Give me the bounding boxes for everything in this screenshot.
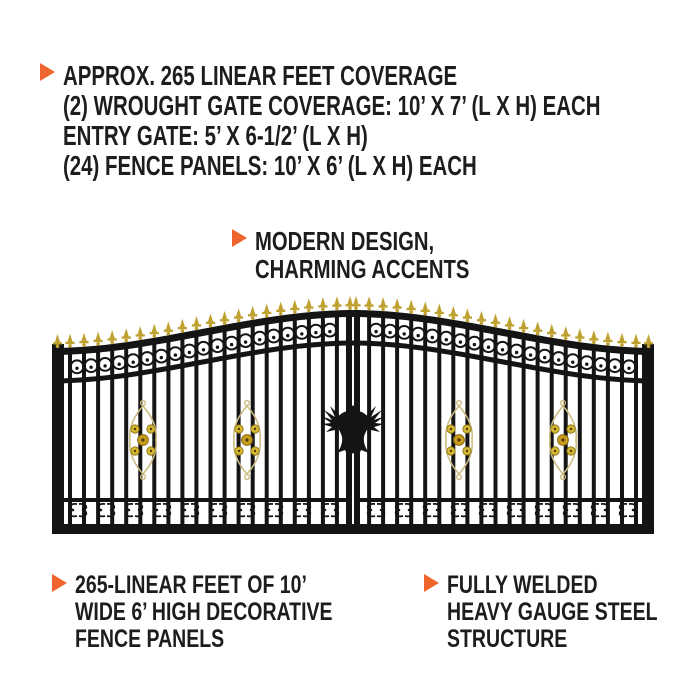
bullet-triangle-icon bbox=[424, 574, 439, 592]
feature-coverage-text bbox=[63, 61, 601, 181]
gate-bottom-rail bbox=[52, 524, 654, 534]
structure-line: HEAVY GAUGE STEEL bbox=[447, 598, 658, 626]
feature-structure-text bbox=[447, 572, 658, 653]
bullet-triangle-icon bbox=[232, 229, 247, 247]
feature-panels-block bbox=[52, 572, 405, 653]
structure-line: STRUCTURE bbox=[447, 625, 568, 653]
structure-line: FULLY WELDED bbox=[447, 571, 598, 599]
feature-structure-block bbox=[424, 572, 700, 653]
gate-illustration bbox=[50, 294, 656, 536]
feature-design-block bbox=[232, 227, 530, 283]
feature-panels-text bbox=[75, 572, 333, 653]
design-line: MODERN DESIGN, bbox=[255, 226, 435, 256]
coverage-line: ENTRY GATE: 5’ X 6-1/2’ (L X H) bbox=[63, 120, 368, 151]
eagle-ornament-icon bbox=[321, 406, 385, 458]
gate-leaf-left bbox=[52, 296, 355, 533]
feature-design-text bbox=[255, 227, 469, 283]
bullet-triangle-icon bbox=[40, 63, 55, 81]
coverage-line: (24) FENCE PANELS: 10’ X 6’ (L X H) EACH bbox=[63, 150, 477, 181]
coverage-line: (2) WROUGHT GATE COVERAGE: 10’ X 7’ (L X H) EACH bbox=[63, 90, 601, 121]
bullet-triangle-icon bbox=[52, 574, 67, 592]
gate-svg bbox=[50, 294, 656, 536]
panels-line: FENCE PANELS bbox=[75, 625, 225, 653]
feature-coverage-block bbox=[40, 61, 700, 181]
panels-line: WIDE 6’ HIGH DECORATIVE bbox=[75, 598, 333, 626]
coverage-line: APPROX. 265 LINEAR FEET COVERAGE bbox=[63, 60, 458, 91]
panels-line: 265-LINEAR FEET OF 10’ bbox=[75, 571, 307, 599]
design-line: CHARMING ACCENTS bbox=[255, 254, 470, 284]
gate-leaf-right bbox=[351, 296, 654, 533]
